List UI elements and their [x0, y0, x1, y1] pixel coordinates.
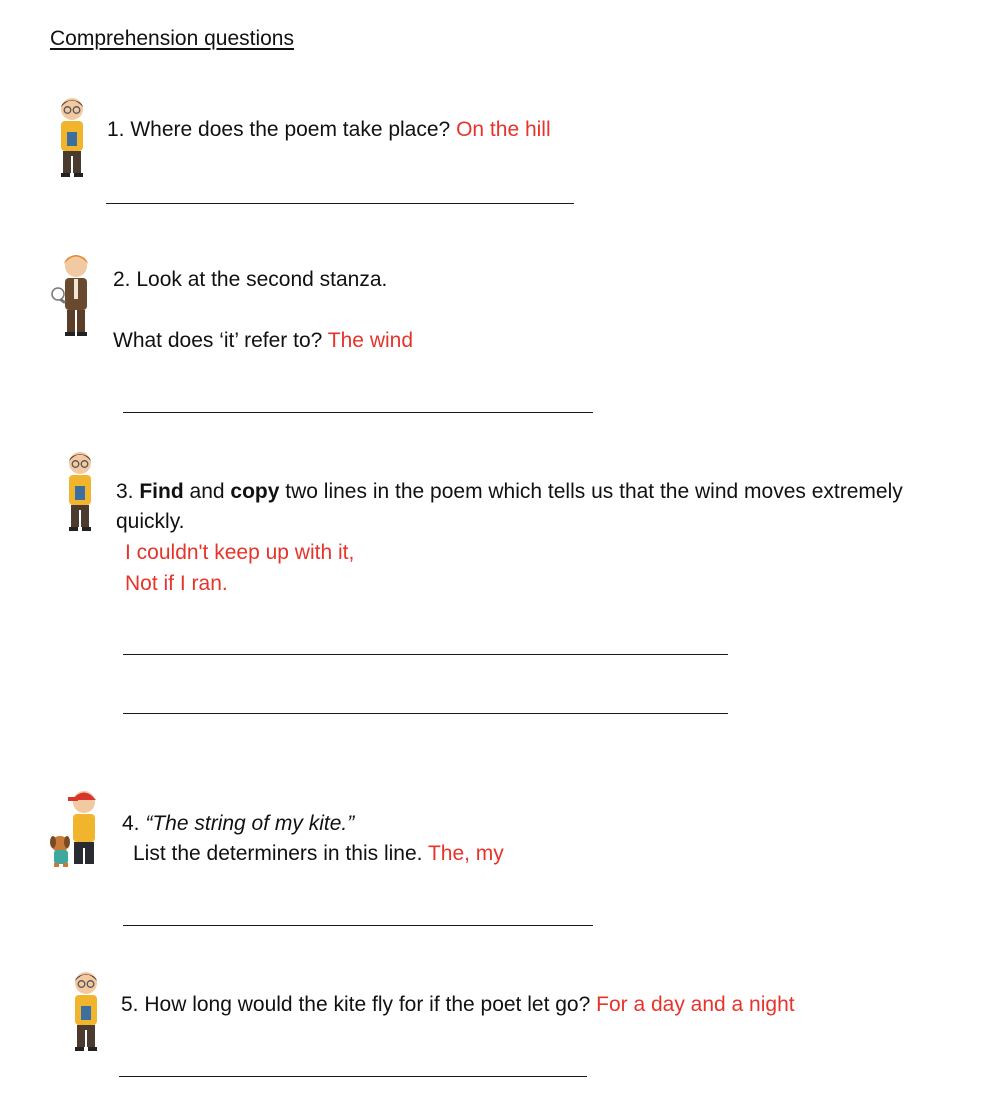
keyword-find: Find — [139, 480, 184, 503]
answer-text: The wind — [327, 329, 414, 352]
question-2 — [113, 268, 387, 292]
quoted-line: “The string of my kite.” — [145, 812, 355, 835]
question-4-part-2 — [133, 842, 504, 866]
question-number: 2. — [113, 268, 131, 291]
answer-text: On the hill — [456, 118, 551, 141]
answer-text: For a day and a night — [596, 993, 795, 1016]
boy-detective-magnifier-icon — [50, 252, 98, 340]
question-number: 3. — [116, 480, 134, 503]
question-number: 1. — [107, 118, 125, 141]
question-text: two lines in the poem which tells us that the wind moves extremely — [285, 480, 903, 503]
question-1 — [107, 118, 551, 142]
question-text: List the determiners in this line. — [133, 842, 423, 865]
answer-text: The, my — [427, 842, 504, 865]
question-3 — [116, 480, 903, 504]
question-4 — [122, 812, 354, 836]
boy-with-glasses-book-icon — [68, 970, 104, 1058]
answer-line — [123, 713, 728, 714]
answer-line — [119, 1076, 587, 1077]
keyword-copy: copy — [230, 480, 280, 503]
answer-line-1-text: I couldn't keep up with it, — [125, 541, 355, 564]
question-text: Where does the poem take place? — [130, 118, 451, 141]
answer-line — [123, 412, 593, 413]
question-number: 5. — [121, 993, 139, 1016]
question-text: Look at the second stanza. — [136, 268, 388, 291]
question-2-part-2 — [113, 329, 413, 353]
question-text: How long would the kite fly for if the poet let go? — [144, 993, 591, 1016]
question-3-continued: quickly. — [116, 510, 185, 533]
answer-line — [123, 925, 593, 926]
page-title: Comprehension questions — [50, 27, 294, 50]
question-number: 4. — [122, 812, 140, 835]
answer-line-2-text: Not if I ran. — [125, 572, 228, 595]
answer-line — [106, 203, 574, 204]
question-text: What does ‘it’ refer to? — [113, 329, 323, 352]
question-text: and — [189, 480, 225, 503]
boy-with-glasses-book-icon — [62, 450, 98, 538]
boy-with-glasses-book-icon — [54, 96, 90, 184]
question-5 — [121, 993, 795, 1017]
answer-line — [123, 654, 728, 655]
boy-with-cap-and-dog-icon — [48, 786, 104, 870]
